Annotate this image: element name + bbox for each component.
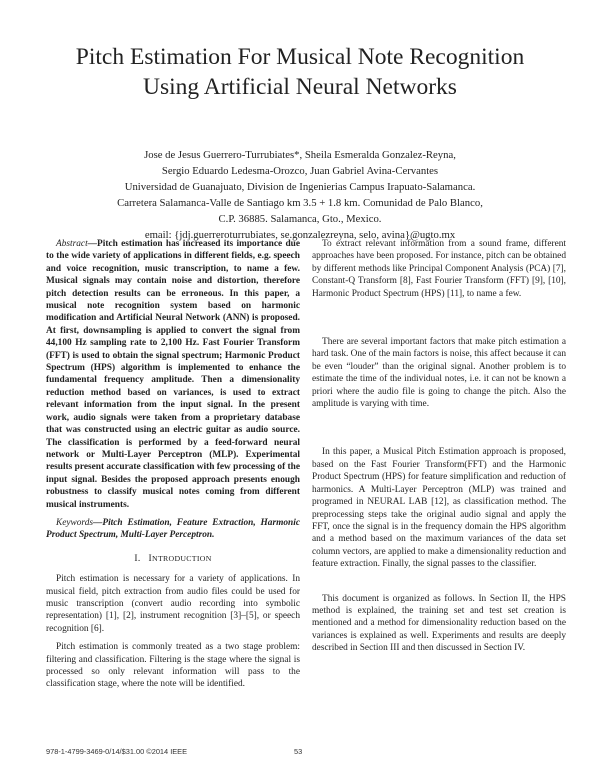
keywords-text: —Pitch Estimation, Feature Extraction, Harmonic Product Spectrum, Multi-Layer Perceptron.	[46, 517, 300, 541]
right-paragraph-1: To extract relevant information from a sound frame, different approaches have been proposed. For instance, pitch can be obtained by different methods like Principal Component Analysis (PCA) [7], Constant-Q Transform [8], Fast Fourier Transform (FFT) [9], [10], Harmonic Product Spectrum (HPS) [11], to name a few.	[312, 239, 566, 299]
section-numeral: I.	[134, 553, 141, 564]
affiliation-line-1: Universidad de Guanajuato, Division de Ingenierias Campus Irapuato-Salamanca.	[124, 181, 476, 193]
title-line-2: Using Artificial Neural Networks	[143, 74, 457, 100]
keywords	[46, 517, 300, 542]
affiliation-line-3: C.P. 36885. Salamanca, Gto., Mexico.	[218, 213, 382, 225]
intro-paragraph-2: Pitch estimation is commonly treated as a two stage problem: filtering and classification. Filtering is the stage where the signal is processed so only relevant information will pass to the classification stage, where the note will be identified.	[46, 642, 300, 690]
author-names-line-1: Jose de Jesus Guerrero-Turrubiates*, Sheila Esmeralda Gonzalez-Reyna,	[144, 149, 456, 161]
section-heading-introduction	[46, 553, 300, 565]
right-paragraph-4: This document is organized as follows. In Section II, the HPS method is explained, the training set and test set creation is mentioned and a method for dimensionality reduction based on the variances is explained as well. Experiments and results are deeply described in Section III and then discussed in Section IV.	[312, 593, 566, 654]
right-paragraph-3: In this paper, a Musical Pitch Estimation approach is proposed, based on the Fast Fourier Transform(FFT) and the Harmonic Product Spectrum (HPS) for feature simplification and reduction of harmonics. A Multi-Layer Perceptron (MLP) was trained and programed in NEURAL LAB [12], as classification method. The preprocessing steps take the original audio signal and apply the FFT, once the signal is in the frequency domain the HPS algorithm and a method based on the maximum variances of the data set column vectors, are applied to make a dimensionality reduction and feature extraction. Finally, the signal passes to the classifier.	[312, 447, 566, 570]
author-names-line-2: Sergio Eduardo Ledesma-Orozco, Juan Gabriel Avina-Cervantes	[161, 165, 439, 177]
page-number: 53	[294, 747, 303, 756]
abstract-text: —Pitch estimation has increased its importance due to the wide variety of applications in different fields, e.g. speech and voice recognition, music transcription, to name a few. Musical signals may contain noise and distortion, therefore pitch detection results can be erroneous. In this paper, a musical note recognition system based on harmonic modification and Artificial Neural Network (ANN) is proposed. At first, downsampling is applied to convert the signal from 44,100 Hz sampling rate to 2,100 Hz. Fast Fourier Transform (FFT) is used to obtain the signal spectrum; Harmonic Product Spectrum (HPS) algorithm is implemented to enhance the fundamental frequency amplitude. Then a dimensionality reduction method based on variances, is used to extract relevant information from the input signal. In the present work, audio signals were taken from a proprietary database that was constructed using an electric guitar as audio source. The classification is performed by a feed-forward neural network or Multi-Layer Perceptron (MLP). Experimental results present accurate classification with few processing of the input signal. Besides the proposed approach presents enough robustness to classify musical notes coming from different musical instruments.	[46, 239, 300, 510]
title-line-1: Pitch Estimation For Musical Note Recognition	[75, 44, 525, 70]
right-column	[312, 238, 566, 655]
abstract-lead: Abstract	[56, 239, 88, 249]
copyright-footer: 978-1-4799-3469-0/14/$31.00 ©2014 IEEE	[46, 747, 188, 756]
keywords-lead: Keywords	[56, 517, 94, 528]
intro-paragraph-1: Pitch estimation is necessary for a variety of applications. In musical field, pitch extraction from audio files could be used for music transcription (convert audio recording into symbolic representation) [1], [2], instrument recognition [3]–[5], or speech recognition [6].	[46, 574, 300, 634]
right-paragraph-2: There are several important factors that make pitch estimation a hard task. One of the main factors is noise, this affect because it can be even “louder” than the original signal. Another problem is to estimate the time of the individual notes, i.e. it can not be known a priori where the audio file is going to change the pitch. Also the amplitude is varying with time.	[312, 337, 566, 410]
section-first-letter: I	[148, 553, 153, 564]
affiliation-line-2: Carretera Salamanca-Valle de Santiago km 3.5 + 1.8 km. Comunidad de Palo Blanco,	[117, 197, 483, 209]
left-column	[46, 238, 300, 691]
section-rest: NTRODUCTION	[152, 553, 212, 563]
paper-title	[40, 42, 560, 102]
author-email: email: {jdj.guerreroturrubiates, se.gonzalezreyna, selo, avina}@ugto.mx	[144, 229, 456, 241]
author-block	[60, 147, 540, 243]
abstract	[46, 238, 300, 511]
